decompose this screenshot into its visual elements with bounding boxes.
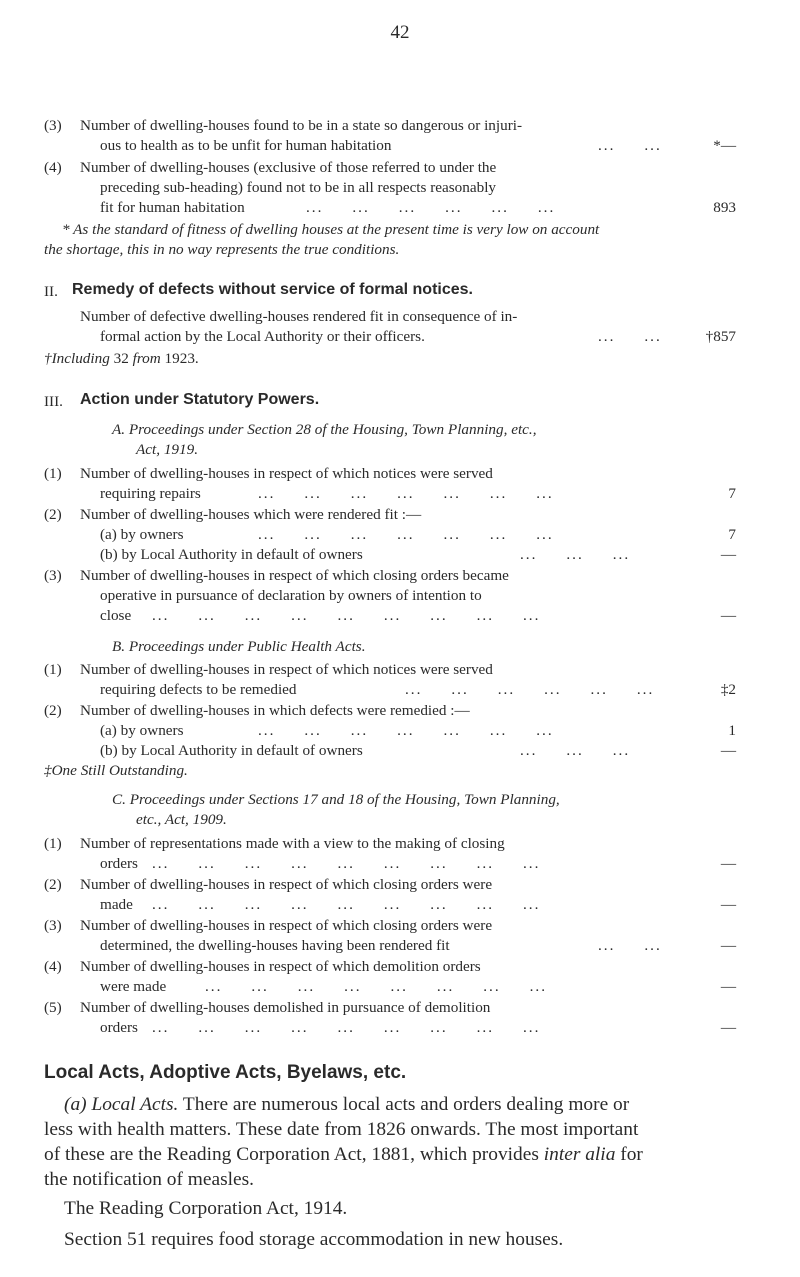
item-text-line: Number of dwelling-houses (exclusive of those referred to under the bbox=[80, 159, 497, 176]
item-number: (3) bbox=[44, 117, 62, 134]
leader-dots: ... ... ... ... ... ... ... bbox=[258, 526, 554, 543]
sub-item: (a) by owners bbox=[100, 526, 184, 543]
subsection-b-title: B. Proceedings under Public Health Acts. bbox=[112, 638, 366, 655]
paragraph-line: the notification of measles. bbox=[44, 1169, 255, 1190]
paragraph-line bbox=[44, 1142, 760, 1167]
item-number: (3) bbox=[44, 567, 62, 584]
item-text-line: Number of representations made with a view to the making of closing bbox=[80, 835, 505, 852]
item-number: (3) bbox=[44, 917, 62, 934]
leader-dots: ... ... ... ... ... ... ... ... ... bbox=[152, 1019, 541, 1036]
item-text-line: close bbox=[100, 607, 132, 624]
item-text-line: orders bbox=[100, 1019, 138, 1036]
item-value: — bbox=[720, 896, 736, 913]
item-value: ‡2 bbox=[720, 681, 736, 698]
footnote-double-dagger: ‡One Still Outstanding. bbox=[44, 762, 188, 779]
item-text-line: fit for human habitation bbox=[100, 199, 245, 216]
local-acts-heading: Local Acts, Adoptive Acts, Byelaws, etc. bbox=[44, 1062, 407, 1083]
item-text-line: ous to health as to be unfit for human habitation bbox=[100, 137, 392, 154]
item-text-line: Number of dwelling-houses demolished in pursuance of demolition bbox=[80, 999, 491, 1016]
section-numeral: III. bbox=[44, 393, 63, 410]
leader-dots: ... ... ... ... ... ... ... ... ... bbox=[152, 607, 541, 624]
leader-dots: ... ... ... ... ... ... ... ... bbox=[205, 978, 548, 995]
leader-dots: ... ... ... bbox=[520, 546, 631, 563]
item-value: †857 bbox=[705, 328, 736, 345]
leader-dots: ... ... bbox=[598, 937, 662, 954]
paragraph-text: There are numerous local acts and orders dealing more or bbox=[182, 1094, 630, 1115]
item-value: *— bbox=[713, 137, 736, 154]
footnote-year: 1923. bbox=[164, 350, 199, 367]
item-value: 893 bbox=[713, 199, 736, 216]
item-text-line: Number of dwelling-houses which were rendered fit :— bbox=[80, 506, 422, 523]
footnote-line: the shortage, this in no way represents the true conditions. bbox=[44, 241, 400, 258]
item-text-line: operative in pursuance of declaration by owners of intention to bbox=[100, 587, 482, 604]
item-text-line: Number of dwelling-houses in respect of which closing orders were bbox=[80, 876, 493, 893]
item-text-line: Number of defective dwelling-houses rendered fit in consequence of in- bbox=[80, 308, 518, 325]
section-heading: Action under Statutory Powers. bbox=[80, 391, 320, 408]
item-number: (4) bbox=[44, 958, 62, 975]
section-numeral: II. bbox=[44, 283, 58, 300]
item-text-line: Number of dwelling-houses found to be in a state so dangerous or injuri- bbox=[80, 117, 523, 134]
leader-dots: ... ... ... ... ... ... bbox=[405, 681, 655, 698]
page-number: 42 bbox=[390, 22, 410, 43]
local-acts-paragraph bbox=[44, 1092, 760, 1192]
item-value: — bbox=[720, 978, 736, 995]
paragraph-line bbox=[44, 1092, 760, 1117]
item-value: — bbox=[720, 607, 736, 624]
footnote-from: from bbox=[132, 350, 161, 367]
sub-item: (b) by Local Authority in default of owners bbox=[100, 742, 363, 759]
item-value: 7 bbox=[728, 526, 736, 543]
item-value: 7 bbox=[728, 485, 736, 502]
paragraph-text: for bbox=[620, 1144, 643, 1165]
footnote-number: 32 bbox=[113, 350, 129, 367]
item-value: — bbox=[720, 1019, 736, 1036]
leader-dots: ... ... ... ... ... ... ... bbox=[258, 485, 554, 502]
item-number: (5) bbox=[44, 999, 62, 1016]
paragraph-text: of these are the Reading Corporation Act, 1881, which provides bbox=[44, 1144, 539, 1165]
subsection-c-title: C. Proceedings under Sections 17 and 18 of the Housing, Town Planning, bbox=[112, 791, 560, 808]
item-text-line: determined, the dwelling-houses having been rendered fit bbox=[100, 937, 450, 954]
item-number: (4) bbox=[44, 159, 62, 176]
sub-item: (a) by owners bbox=[100, 722, 184, 739]
item-text-line: requiring repairs bbox=[100, 485, 201, 502]
footnote-prefix: †Including bbox=[44, 350, 110, 367]
item-text-line: Number of dwelling-houses in which defects were remedied :— bbox=[80, 702, 470, 719]
item-text-line: Number of dwelling-houses in respect of which closing orders were bbox=[80, 917, 493, 934]
item-text-line: formal action by the Local Authority or their officers. bbox=[100, 328, 425, 345]
item-text-line: Number of dwelling-houses in respect of which notices were served bbox=[80, 465, 493, 482]
item-value: — bbox=[720, 937, 736, 954]
item-number: (2) bbox=[44, 702, 62, 719]
item-text-line: Number of dwelling-houses in respect of which notices were served bbox=[80, 661, 493, 678]
leader-dots: ... ... bbox=[598, 137, 662, 154]
section-heading: Remedy of defects without service of formal notices. bbox=[72, 281, 473, 298]
item-text-line: made bbox=[100, 896, 133, 913]
leader-dots: ... ... ... ... ... ... ... ... ... bbox=[152, 855, 541, 872]
subsection-a-title: Act, 1919. bbox=[136, 441, 199, 458]
paragraph-line: less with health matters. These date from 1826 onwards. The most important bbox=[44, 1119, 639, 1140]
item-value: — bbox=[720, 855, 736, 872]
footnote-line: * As the standard of fitness of dwelling houses at the present time is very low on account bbox=[62, 221, 600, 238]
item-value: — bbox=[720, 742, 736, 759]
item-number: (2) bbox=[44, 506, 62, 523]
item-text-line: were made bbox=[100, 978, 167, 995]
item-number: (2) bbox=[44, 876, 62, 893]
item-number: (1) bbox=[44, 465, 62, 482]
item-number: (1) bbox=[44, 835, 62, 852]
subsection-c-title: etc., Act, 1909. bbox=[136, 811, 227, 828]
item-number: (1) bbox=[44, 661, 62, 678]
item-value: 1 bbox=[728, 722, 736, 739]
paragraph-label: (a) Local Acts. bbox=[64, 1094, 179, 1115]
item-value: — bbox=[720, 546, 736, 563]
subsection-a-title: A. Proceedings under Section 28 of the Housing, Town Planning, etc., bbox=[112, 421, 537, 438]
item-text-line: preceding sub-heading) found not to be in all respects reasonably bbox=[100, 179, 497, 196]
leader-dots: ... ... ... bbox=[520, 742, 631, 759]
paragraph-italic: inter alia bbox=[543, 1144, 616, 1165]
act-1914-title: The Reading Corporation Act, 1914. bbox=[64, 1198, 348, 1219]
item-text-line: requiring defects to be remedied bbox=[100, 681, 297, 698]
leader-dots: ... ... ... ... ... ... bbox=[306, 199, 556, 216]
section-51-text: Section 51 requires food storage accommodation in new houses. bbox=[64, 1229, 564, 1250]
footnote-dagger bbox=[44, 349, 199, 369]
sub-item: (b) by Local Authority in default of owners bbox=[100, 546, 363, 563]
leader-dots: ... ... ... ... ... ... ... bbox=[258, 722, 554, 739]
leader-dots: ... ... ... ... ... ... ... ... ... bbox=[152, 896, 541, 913]
leader-dots: ... ... bbox=[598, 328, 662, 345]
item-text-line: orders bbox=[100, 855, 138, 872]
item-text-line: Number of dwelling-houses in respect of which demolition orders bbox=[80, 958, 481, 975]
item-text-line: Number of dwelling-houses in respect of which closing orders became bbox=[80, 567, 509, 584]
